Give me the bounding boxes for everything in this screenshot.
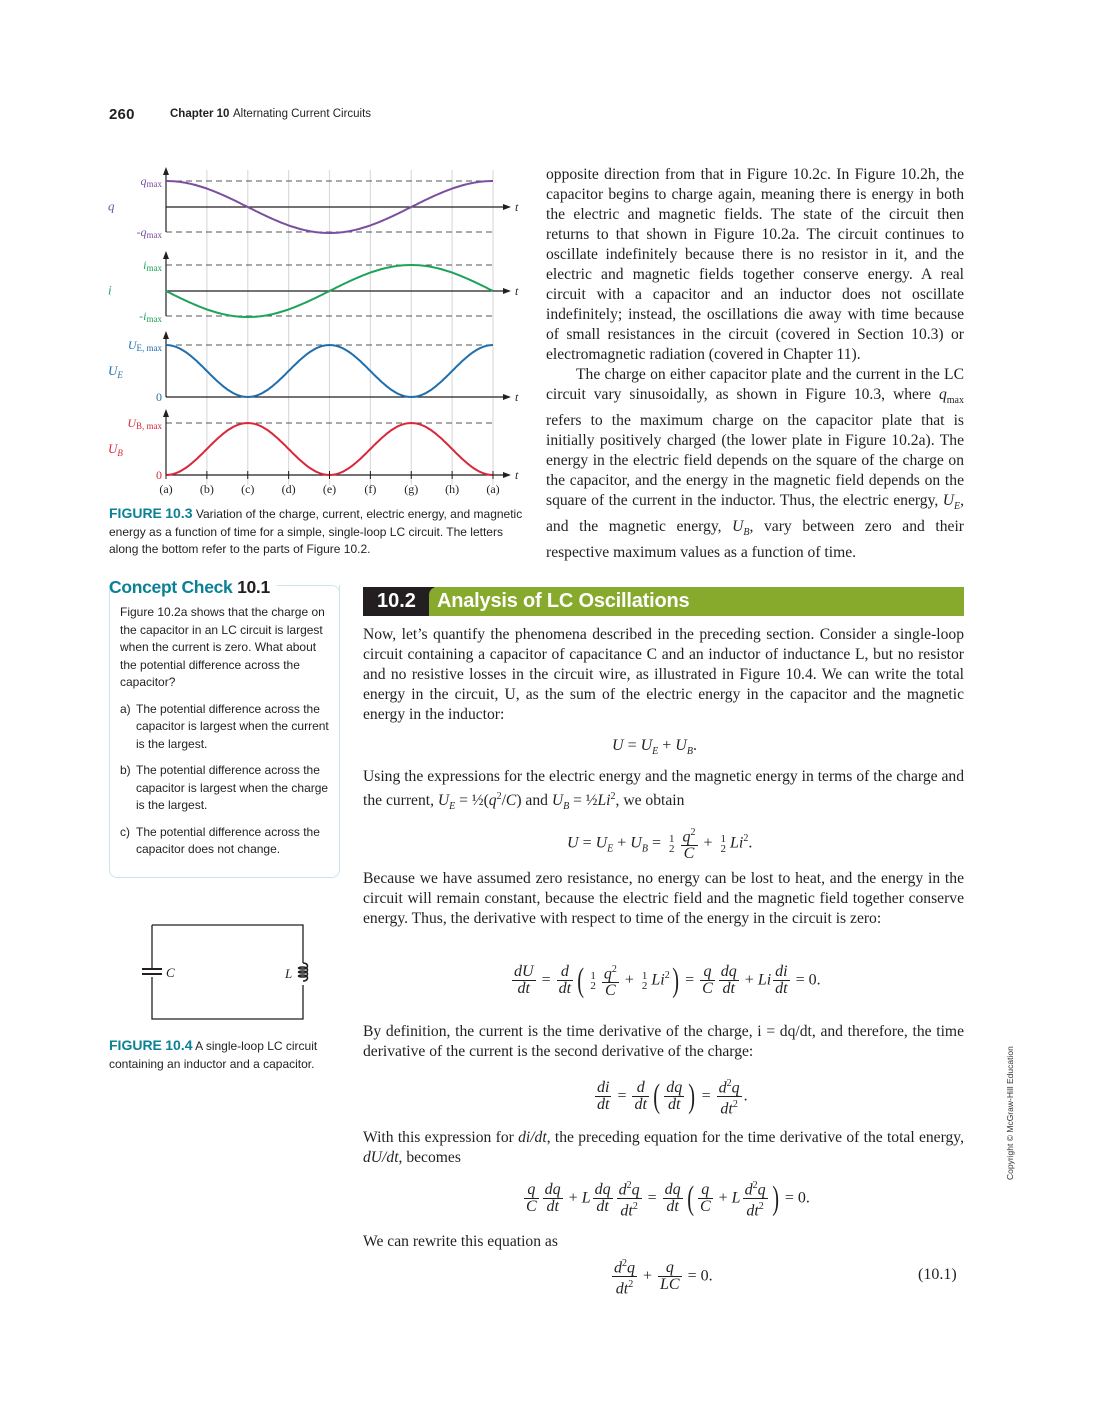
figure-10-3-chart: [100, 160, 530, 505]
svg-text:t: t: [515, 284, 519, 298]
equation-3: $\frac{dU}{dt}$ = $\frac{d}{dt}$ ( 1 2 $\frac{q^2}{C}$ + 1 2 $Li^2$) = $\frac{q}{C}$ $\frac{dq}{dt}$ + Li $\frac{di}{dt}$ = 0.: [514, 961, 821, 1000]
copyright-notice: Copyright © McGraw-Hill Education: [1005, 1046, 1015, 1180]
svg-text:-imax: -imax: [139, 309, 162, 324]
svg-text:i: i: [108, 282, 112, 298]
section-header: [363, 587, 964, 616]
equation-1: $U = U_E + U_B$.: [612, 737, 697, 758]
paragraph: We can rewrite this equation as: [363, 1233, 558, 1250]
chart-series-U_E: [108, 331, 519, 404]
paragraph: The charge on either capacitor plate and the current in the LC circuit vary sinusoidally, as shown in Figure 10.3, where $q_{max}$ refers to the maximum charge on the capacitor plate that is initially positively charged (the lower plate in Figure 10.2a). The energy in the electric field depends on the square of the charge on the capacitor, and the energy in the magnetic field depends on the square of the current in the inductor. Thus, the electric energy, $U_E$, and the magnetic energy, $U_B$, vary between zero and their respective maximum values as a function of time.: [546, 366, 964, 562]
svg-text:0: 0: [156, 390, 162, 404]
svg-text:t: t: [515, 468, 519, 482]
svg-text:(h): (h): [445, 482, 460, 496]
figure-10-3-caption: [109, 505, 529, 559]
equation-4: $\frac{di}{dt}$ = $\frac{d}{dt}$ ( $\frac{dq}{dt}$ ) = $\frac{d^2q}{dt^2}$ .: [597, 1077, 748, 1118]
chart-series-q: [108, 167, 519, 240]
svg-text:(f): (f): [364, 482, 377, 496]
svg-text:(e): (e): [322, 482, 337, 496]
equation-6: $\frac{d^2q}{dt^2}$ + $\frac{q}{LC}$ = 0.: [614, 1258, 713, 1298]
svg-text:UE, max: UE, max: [127, 338, 162, 353]
figure-label-number: 10.3: [165, 505, 193, 521]
svg-text:UB, max: UB, max: [127, 416, 162, 431]
concept-check-option-a[interactable]: a) The potential difference across the capacitor is largest when the current is the largest.: [120, 701, 329, 751]
svg-text:imax: imax: [143, 258, 162, 273]
svg-text:(c): (c): [241, 482, 255, 496]
equation-number: (10.1): [918, 1266, 957, 1283]
concept-check-title: Concept Check 10.1: [109, 577, 270, 597]
svg-text:0: 0: [156, 468, 162, 482]
svg-text:(d): (d): [281, 482, 296, 496]
concept-check-question: Figure 10.2a shows that the charge on the capacitor in an LC circuit is largest when the current is zero. What about the potential difference across the capacitor?: [120, 605, 325, 689]
paragraph: Using the expressions for the electric energy and the magnetic energy in terms of the charge and the current, $U_E$ = $\frac{1}{2}(q^2/C)$ and $U_B$ = $\frac{1}{2}Li^2$, we obtain: [363, 768, 964, 813]
chapter-label: Chapter 10: [170, 108, 230, 120]
lc-circuit-diagram: [130, 915, 330, 1025]
section-title: Analysis of LC Oscillations: [437, 590, 690, 612]
equation-2: $U = U_E + U_B$ = 1 2 $\frac{q^2}{C}$ + 1 2 Li$^2$.: [567, 827, 753, 863]
concept-check-option-c[interactable]: c) The potential difference across the capacitor does not change.: [120, 824, 320, 856]
chart-panels: [108, 167, 519, 482]
svg-text:q: q: [108, 198, 115, 214]
equation-5: $\frac{q}{C}$ $\frac{dq}{dt}$ + L $\frac{dq}{dt}$ $\frac{d^2q}{dt^2}$ = $\frac{dq}{dt}$ ( $\frac{q}{C}$ + L $\frac{d^2q}{dt^2}$ ) = 0.: [526, 1179, 810, 1220]
chart-gridlines: [207, 170, 493, 485]
figure-10-4-caption: FIGURE 10.4 A single-loop LC circuit containing an inductor and a capacitor.: [109, 1037, 318, 1071]
svg-text:qmax: qmax: [140, 174, 162, 189]
svg-text:(a): (a): [486, 482, 500, 496]
chart-series-i: [108, 251, 519, 324]
svg-text:t: t: [515, 390, 519, 404]
svg-text:UB: $U_B$: [108, 441, 123, 458]
chart-series-U_B: [108, 409, 519, 482]
inline-equation: $U_E$ = $\frac{1}{2}(q^2/C)$ and $U_B$ = $\frac{1}{2}Li^2$: [437, 791, 616, 813]
figure-caption-text: Variation of the charge, current, electric energy, and magnetic energy as a function of time for a simple, single-loop LC circuit. The letters along the bottom refer to the parts of Figure 10.2.: [109, 507, 523, 556]
paragraph: Because we have assumed zero resistance, no energy can be lost to heat, and the energy in the circuit will remain constant, because the electric field and the magnetic field together conserve energy. Thus, the derivative with respect to time of the energy in the circuit is zero:: [363, 870, 964, 927]
svg-text:(b): (b): [199, 482, 214, 496]
inductor-label: L: [285, 966, 293, 981]
right-column-text: [546, 165, 964, 563]
paragraph: By definition, the current is the time derivative of the charge, i = dq/dt, and therefore, the time derivative of the current is the second derivative of the charge:: [363, 1023, 964, 1060]
concept-check-content: [120, 604, 332, 868]
concept-check-border: [277, 585, 340, 596]
capacitor-label: C: [166, 965, 175, 980]
svg-text:(g): (g): [404, 482, 419, 496]
concept-check-option-b[interactable]: b) The potential difference across the capacitor is largest when the charge is the largest.: [120, 763, 329, 812]
svg-text:UE: $U_E$: [108, 363, 123, 380]
paragraph: Now, let’s quantify the phenomena described in the preceding section. Consider a single-loop circuit containing a capacitor of capacitance C and an inductor of inductance L, but no resistor and no resistive losses in the circuit wire, as illustrated in Figure 10.4. We can write the total energy in the circuit, U, as the sum of the electric energy in the capacitor and the magnetic energy in the inductor:: [363, 626, 964, 723]
page-number: 260: [109, 106, 135, 123]
svg-text:t: t: [515, 200, 519, 214]
figure-label-word: FIGURE: [109, 505, 162, 521]
chapter-title: Alternating Current Circuits: [233, 108, 372, 120]
paragraph: With this expression for di/dt, the preceding equation for the time derivative of the total energy, dU/dt, becomes: [363, 1129, 964, 1166]
svg-text:-qmax: -qmax: [136, 225, 162, 240]
paragraph: opposite direction from that in Figure 10.2c. In Figure 10.2h, the capacitor begins to charge again, meaning there is energy in both the electric and magnetic fields. The state of the circuit then returns to that shown in Figure 10.2a. The circuit continues to oscillate indefinitely because there is no resistor in it, and the electric and magnetic fields together conserve energy. A real circuit with a capacitor and an inductor does not oscillate indefinitely; instead, the oscillations die away with time because of small resistances in the circuit (covered in Section 10.3) or electromagnetic radiation (covered in Chapter 11).: [546, 166, 964, 363]
section-number: 10.2: [377, 590, 416, 612]
svg-text:(a): (a): [159, 482, 173, 496]
